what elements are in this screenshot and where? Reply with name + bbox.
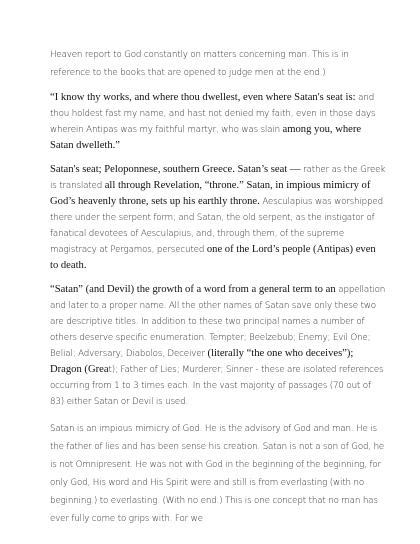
text-run: Satan is an impious mimicry of God. He is the advisory of God and man. He is the father of lies and has been sense his creation. Satan is not a son of God, he is not Omnipresent. He was not with God in the beginning of the beginning, for only God, His word and His Spirit were and still is from everlasting (with no beginning.) to everlasting. (With no end.) This is one concept that no man has ever fully come to grips with. For we [50, 424, 385, 525]
paragraph-satans-seat-quote [50, 89, 386, 152]
text-run: Heaven report to God constantly on matters concerning man. This is in reference to the books that are opened to judge men at the end.) [50, 50, 349, 78]
text-run: appellation and later to a proper name. All the other names of Satan save only these two are descriptive titles. In addition to these two principal names a number of others deserve specific enumeration. Tempter; Beelzebub; Enemy; Evil One; Belial; Adversary, Diabolos, Deceiver [50, 285, 386, 360]
paragraph-satan-word-growth [50, 281, 386, 409]
text-run: and thou holdest fast my name, and hast not denied my faith, even in those days wherein Antipas was my faithful martyr, who was slain [50, 93, 376, 135]
text-run: “I know thy works, and where thou dwellest, even where Satan's seat is: [50, 92, 359, 103]
paragraph-peloponnese [50, 161, 386, 272]
text-run: all through Revelation, “throne.” Satan, in impious mimicry of God’s heavenly throne, sets up his earthly throne. [50, 180, 371, 208]
text-run: one of the Lord’s people (Antipas) even to death. [50, 244, 376, 272]
document-page [50, 44, 386, 535]
text-run: (literally “the one who deceives”); Dragon (Grea [50, 348, 354, 376]
paragraph-impious-mimicry [50, 418, 386, 526]
text-run: among you, where Satan dwelleth.” [50, 124, 362, 151]
text-run: rather as the Greek is translated [50, 165, 386, 192]
text-run: “Satan” (and Devil) the growth of a word from a general term to an [50, 284, 339, 296]
paragraph-heaven-report [50, 44, 386, 80]
text-run: Aesculapius was worshipped there under the serpent form; and Satan, the old serpent, as the instigator of fanatical devotees of Aesculapius, and, through them, of the supreme magistracy at Pergamos, persecuted [50, 197, 383, 256]
text-run: t); Father of Lies; Murderer; Sinner - these are isolated references occurring from 1 to 3 times each. In the vast majority of passages (70 out of 83) either Satan or Devil is used. [50, 365, 384, 408]
text-run: Satan's seat; Peloponnese, southern Greece. Satan’s seat — [50, 164, 304, 176]
